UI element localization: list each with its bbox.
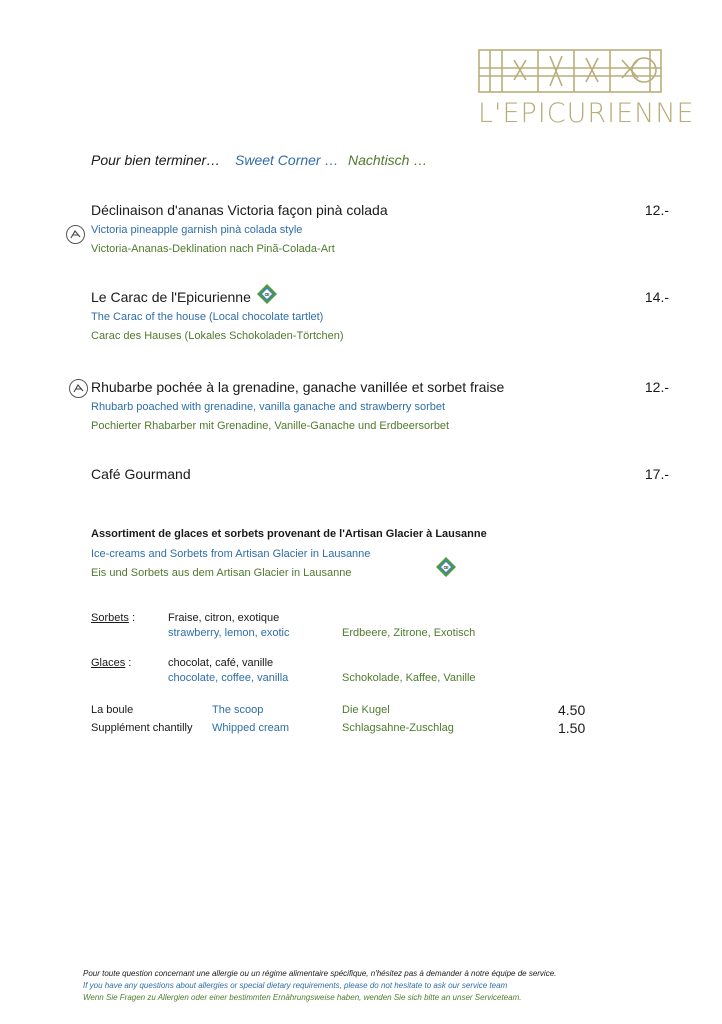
scoop-en: The scoop xyxy=(212,704,264,716)
dish-2-en: The Carac of the house (Local chocolate tartlet) xyxy=(91,311,324,323)
glaces-en: chocolate, coffee, vanilla xyxy=(168,672,289,684)
dish-3-title: Rhubarbe pochée à la grenadine, ganache vanillée et sorbet fraise xyxy=(91,379,505,395)
section-title-fr: Pour bien terminer… xyxy=(91,152,221,168)
dish-2-price: 14.- xyxy=(644,289,669,305)
dish-4-price: 17.- xyxy=(644,466,669,482)
icecream-title-en: Ice-creams and Sorbets from Artisan Glacier in Lausanne xyxy=(91,548,371,560)
section-title-de: Nachtisch … xyxy=(348,152,428,168)
dish-3-en: Rhubarb poached with grenadine, vanilla ganache and strawberry sorbet xyxy=(91,401,446,413)
sorbets-fr: Fraise, citron, exotique xyxy=(168,612,280,624)
dish-2-de: Carac des Hauses (Lokales Schokoladen-Törtchen) xyxy=(91,330,344,342)
sorbets-de: Erdbeere, Zitrone, Exotisch xyxy=(342,627,476,639)
cream-fr: Supplément chantilly xyxy=(91,722,193,734)
glaces-label: Glaces : xyxy=(91,657,132,669)
origin-badge-icon xyxy=(66,225,85,244)
label-diamond-icon xyxy=(435,556,457,578)
scoop-price: 4.50 xyxy=(558,702,586,718)
dish-3-price: 12.- xyxy=(644,379,669,395)
logo-mark xyxy=(478,46,662,96)
dish-1-de: Victoria-Ananas-Deklination nach Pinã-Colada-Art xyxy=(91,243,335,255)
glaces-fr: chocolat, café, vanille xyxy=(168,657,274,669)
section-title-en: Sweet Corner … xyxy=(235,152,339,168)
icecream-title-de: Eis und Sorbets aus dem Artisan Glacier in Lausanne xyxy=(91,567,352,579)
allergy-note-de: Wenn Sie Fragen zu Allergien oder einer bestimmten Ernährungsweise haben, wenden Sie sich bitte an unser Serviceteam. xyxy=(83,993,522,1002)
sorbets-en: strawberry, lemon, exotic xyxy=(168,627,290,639)
label-diamond-icon xyxy=(256,283,278,305)
allergy-note-fr: Pour toute question concernant une allergie ou un régime alimentaire spécifique, n'hésitez pas à demander à notre équipe de service. xyxy=(83,969,557,978)
cream-de: Schlagsahne-Zuschlag xyxy=(342,722,454,734)
cream-price: 1.50 xyxy=(558,720,586,736)
cream-en: Whipped cream xyxy=(212,722,290,734)
svg-text:œ: œ xyxy=(264,292,270,298)
dish-1-en: Victoria pineapple garnish pinà colada style xyxy=(91,224,303,236)
dish-3-de: Pochierter Rhabarber mit Grenadine, Vanille-Ganache und Erdbeersorbet xyxy=(91,420,450,432)
sorbets-label: Sorbets : xyxy=(91,612,136,624)
scoop-fr: La boule xyxy=(91,704,134,716)
dish-1-title: Déclinaison d'ananas Victoria façon pinà colada xyxy=(91,202,388,218)
origin-badge-icon xyxy=(69,379,88,398)
allergy-note-en: If you have any questions about allergies or special dietary requirements, please do not hesitate to ask our service team xyxy=(83,981,508,990)
svg-text:œ: œ xyxy=(443,565,449,571)
icecream-title-fr: Assortiment de glaces et sorbets provenant de l'Artisan Glacier à Lausanne xyxy=(91,528,487,540)
glaces-de: Schokolade, Kaffee, Vanille xyxy=(342,672,476,684)
dish-2-title: Le Carac de l'Epicurienne xyxy=(91,289,251,305)
dish-1-price: 12.- xyxy=(644,202,669,218)
logo-wordmark: L'EPICURIENNE xyxy=(478,98,695,129)
scoop-de: Die Kugel xyxy=(342,704,390,716)
dish-4-title: Café Gourmand xyxy=(91,466,191,482)
